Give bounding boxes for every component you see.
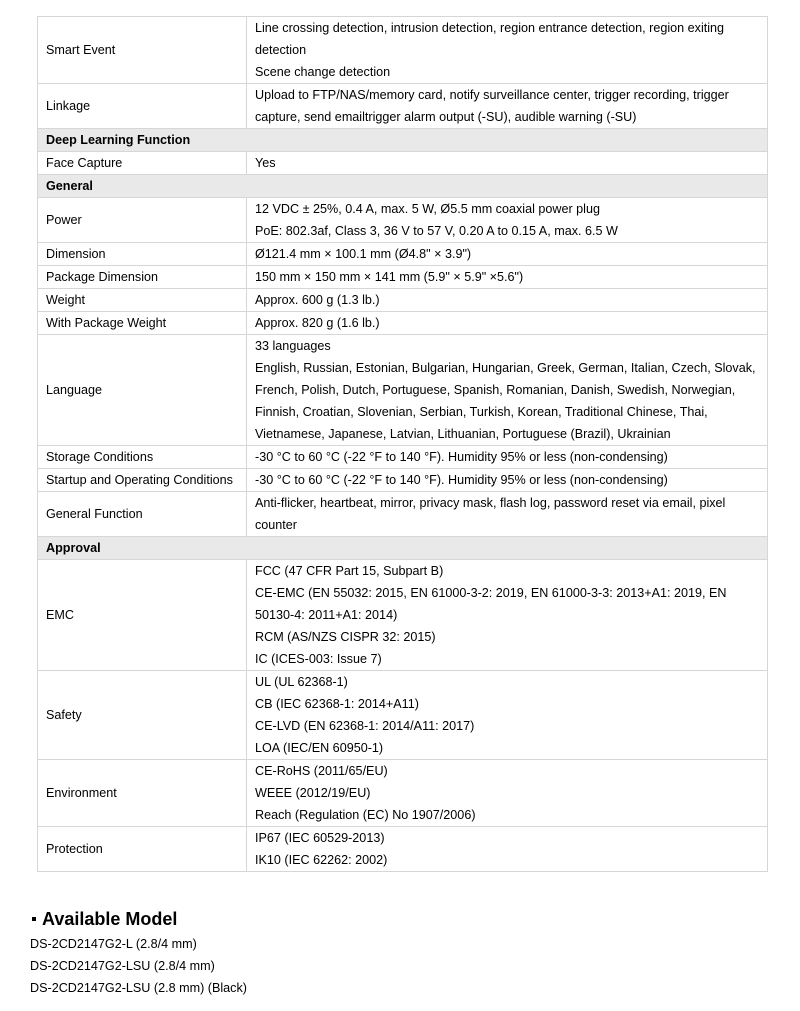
section-header: Deep Learning Function — [38, 129, 768, 152]
spec-row — [38, 17, 768, 84]
spec-value — [247, 671, 768, 760]
spec-value-line: Ø121.4 mm × 100.1 mm (Ø4.8" × 3.9") — [255, 247, 472, 261]
spec-row — [38, 335, 768, 446]
spec-value — [247, 289, 768, 312]
spec-value-line: Yes — [255, 156, 276, 170]
spec-value-line: 33 languages — [255, 339, 331, 353]
spec-row — [38, 289, 768, 312]
spec-label: Storage Conditions — [38, 446, 247, 469]
spec-value — [247, 243, 768, 266]
spec-value — [247, 760, 768, 827]
spec-label: Language — [38, 335, 247, 446]
spec-row — [38, 560, 768, 671]
spec-value-line: WEEE (2012/19/EU) — [255, 786, 371, 800]
spec-value — [247, 827, 768, 872]
spec-value-line: Reach (Regulation (EC) No 1907/2006) — [255, 808, 476, 822]
square-bullet-icon — [32, 917, 36, 921]
spec-label: Package Dimension — [38, 266, 247, 289]
spec-label: General Function — [38, 492, 247, 537]
available-model-title: Available Model — [42, 908, 178, 929]
spec-row — [38, 446, 768, 469]
spec-row — [38, 243, 768, 266]
spec-value-line: Upload to FTP/NAS/memory card, notify surveillance center, trigger recording, trigger capture, send emailtrigger alarm output (-SU), audible warning (-SU) — [255, 88, 729, 124]
spec-row — [38, 84, 768, 129]
spec-value-line: Scene change detection — [255, 65, 391, 79]
spec-value — [247, 492, 768, 537]
spec-value-line: UL (UL 62368-1) — [255, 675, 348, 689]
spec-label: Face Capture — [38, 152, 247, 175]
spec-row — [38, 198, 768, 243]
spec-value-line: 12 VDC ± 25%, 0.4 A, max. 5 W, Ø5.5 mm coaxial power plug — [255, 202, 600, 216]
spec-row — [38, 671, 768, 760]
spec-value-line: CE-LVD (EN 62368-1: 2014/A11: 2017) — [255, 719, 475, 733]
spec-label: Protection — [38, 827, 247, 872]
spec-value-line: 150 mm × 150 mm × 141 mm (5.9" × 5.9" ×5.6") — [255, 270, 524, 284]
spec-value-line: Anti-flicker, heartbeat, mirror, privacy mask, flash log, password reset via email, pixel counter — [255, 496, 726, 532]
spec-label: Safety — [38, 671, 247, 760]
spec-value — [247, 84, 768, 129]
specification-table — [37, 16, 768, 872]
spec-value-line: IP67 (IEC 60529-2013) — [255, 831, 385, 845]
spec-value-line: -30 °C to 60 °C (-22 °F to 140 °F). Humidity 95% or less (non-condensing) — [255, 450, 668, 464]
spec-value — [247, 312, 768, 335]
spec-label: Smart Event — [38, 17, 247, 84]
model-item: DS-2CD2147G2-L (2.8/4 mm) — [30, 937, 197, 951]
spec-value-line: LOA (IEC/EN 60950-1) — [255, 741, 384, 755]
spec-row — [38, 266, 768, 289]
model-item: DS-2CD2147G2-LSU (2.8 mm) (Black) — [30, 981, 247, 995]
section-header-row — [38, 129, 768, 152]
spec-value — [247, 446, 768, 469]
section-header-row — [38, 537, 768, 560]
spec-value-line: IK10 (IEC 62262: 2002) — [255, 853, 388, 867]
spec-value-line: CB (IEC 62368-1: 2014+A11) — [255, 697, 419, 711]
spec-row — [38, 760, 768, 827]
spec-label: EMC — [38, 560, 247, 671]
available-model-heading — [30, 905, 770, 933]
spec-value-line: RCM (AS/NZS CISPR 32: 2015) — [255, 630, 436, 644]
spec-value-line: CE-RoHS (2011/65/EU) — [255, 764, 388, 778]
section-header: General — [38, 175, 768, 198]
spec-value-line: -30 °C to 60 °C (-22 °F to 140 °F). Humidity 95% or less (non-condensing) — [255, 473, 668, 487]
spec-value — [247, 17, 768, 84]
spec-label: Weight — [38, 289, 247, 312]
spec-value-line: IC (ICES-003: Issue 7) — [255, 652, 382, 666]
model-item: DS-2CD2147G2-LSU (2.8/4 mm) — [30, 959, 215, 973]
spec-row — [38, 827, 768, 872]
spec-label: Dimension — [38, 243, 247, 266]
spec-value — [247, 469, 768, 492]
available-model-section — [30, 905, 770, 999]
spec-row — [38, 312, 768, 335]
section-header: Approval — [38, 537, 768, 560]
spec-value-line: Line crossing detection, intrusion detection, region entrance detection, region exiting detection — [255, 21, 725, 57]
spec-value — [247, 560, 768, 671]
spec-label: With Package Weight — [38, 312, 247, 335]
spec-value-line: Approx. 600 g (1.3 lb.) — [255, 293, 380, 307]
spec-value — [247, 335, 768, 446]
spec-value — [247, 266, 768, 289]
spec-value — [247, 152, 768, 175]
spec-row — [38, 492, 768, 537]
spec-value-line: CE-EMC (EN 55032: 2015, EN 61000-3-2: 2019, EN 61000-3-3: 2013+A1: 2019, EN 50130-4: 2011+A1: 2014) — [255, 586, 727, 622]
spec-label: Environment — [38, 760, 247, 827]
spec-value-line: English, Russian, Estonian, Bulgarian, Hungarian, Greek, German, Italian, Czech, Slovak, French, Polish, Dutch, Portuguese, Spanish, Romanian, Danish, Swedish, Norwegian, Finnish, Croatian, Slovenian, Serbian, Turkish, Korean, Traditional Chinese, Thai, Vietnamese, Japanese, Latvian, Lithuanian, Portuguese (Brazil), Ukrainian — [255, 361, 756, 441]
spec-value — [247, 198, 768, 243]
spec-label: Linkage — [38, 84, 247, 129]
spec-label: Startup and Operating Conditions — [38, 469, 247, 492]
spec-row — [38, 152, 768, 175]
spec-value-line: Approx. 820 g (1.6 lb.) — [255, 316, 380, 330]
spec-value-line: PoE: 802.3af, Class 3, 36 V to 57 V, 0.20 A to 0.15 A, max. 6.5 W — [255, 224, 618, 238]
section-header-row — [38, 175, 768, 198]
spec-row — [38, 469, 768, 492]
spec-value-line: FCC (47 CFR Part 15, Subpart B) — [255, 564, 444, 578]
spec-label: Power — [38, 198, 247, 243]
